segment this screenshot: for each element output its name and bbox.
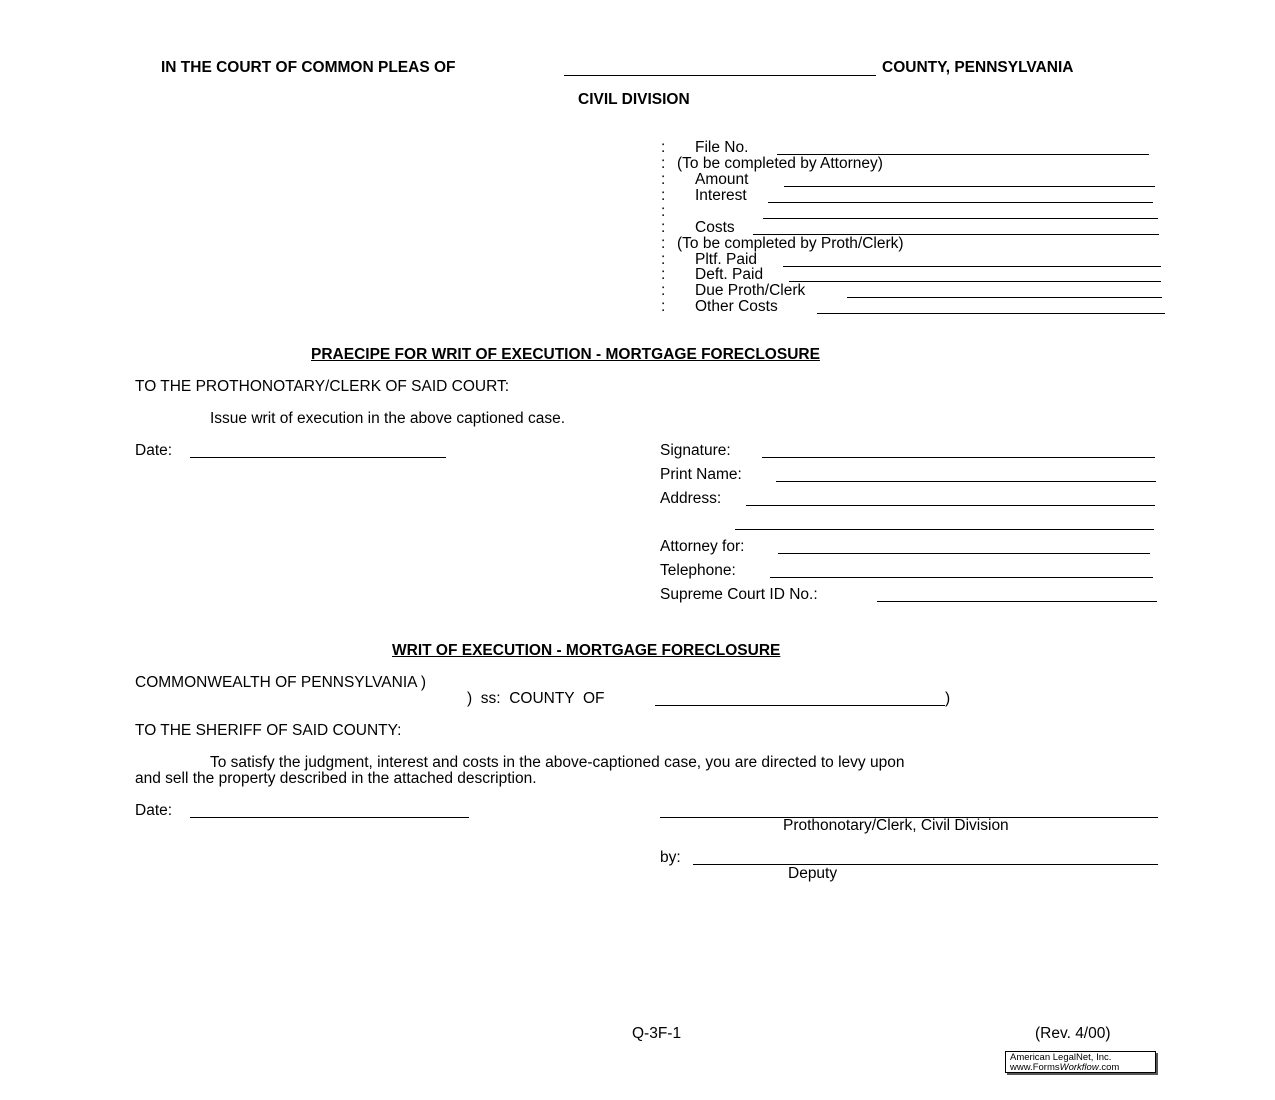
prothonotary-signature-field[interactable] [660, 802, 1158, 818]
due-proth-label: Due Proth/Clerk [695, 282, 806, 299]
writ-body-line2: and sell the property described in the attached description. [135, 770, 537, 787]
costs-field[interactable] [753, 219, 1159, 235]
other-costs-field[interactable] [817, 298, 1165, 314]
publisher-name: American LegalNet, Inc. [1010, 1052, 1112, 1063]
prothonotary-label: Prothonotary/Clerk, Civil Division [783, 817, 1009, 834]
address-field[interactable] [746, 490, 1155, 506]
praecipe-title: PRAECIPE FOR WRIT OF EXECUTION - MORTGAGE FORECLOSURE [311, 346, 820, 363]
court-heading-suffix: COUNTY, PENNSYLVANIA [882, 59, 1074, 76]
print-name-field[interactable] [776, 466, 1156, 482]
attorney-for-label: Attorney for: [660, 538, 745, 555]
caption-colon: : [661, 251, 666, 268]
amount-field[interactable] [784, 171, 1155, 187]
caption-colon: : [661, 235, 666, 252]
by-label: by: [660, 849, 681, 866]
to-sheriff-line: TO THE SHERIFF OF SAID COUNTY: [135, 722, 402, 739]
close-paren: ) [945, 690, 951, 707]
caption-colon: : [661, 266, 666, 283]
deputy-signature-field[interactable] [693, 849, 1158, 865]
ss-county-label: ) ss: COUNTY OF [467, 690, 605, 707]
division-heading: CIVIL DIVISION [578, 91, 690, 108]
caption-colon: : [661, 203, 666, 220]
caption-colon: : [661, 298, 666, 315]
writ-body-line1: To satisfy the judgment, interest and costs in the above-captioned case, you are directed to levy upon [210, 754, 905, 771]
signature-label: Signature: [660, 442, 731, 459]
website-part-a: www.Forms [1010, 1062, 1060, 1073]
deputy-label: Deputy [788, 865, 838, 882]
interest-field-continued[interactable] [763, 203, 1158, 219]
website-part-c: .com [1098, 1062, 1120, 1073]
deft-paid-label: Deft. Paid [695, 266, 764, 283]
attorney-for-field[interactable] [778, 538, 1150, 554]
amount-label: Amount [695, 171, 749, 188]
file-no-field[interactable] [777, 139, 1149, 155]
county-blank[interactable] [564, 60, 876, 76]
praecipe-date-label: Date: [135, 442, 173, 459]
interest-field[interactable] [768, 187, 1153, 203]
costs-label: Costs [695, 219, 735, 236]
supreme-court-id-label: Supreme Court ID No.: [660, 586, 818, 603]
interest-label: Interest [695, 187, 747, 204]
praecipe-to-line: TO THE PROTHONOTARY/CLERK OF SAID COURT: [135, 378, 510, 395]
praecipe-body: Issue writ of execution in the above captioned case. [210, 410, 565, 427]
website-part-b: Workflow [1059, 1062, 1099, 1073]
pltf-paid-label: Pltf. Paid [695, 251, 758, 268]
writ-date-field[interactable] [190, 802, 469, 818]
attorney-note: (To be completed by Attorney) [677, 155, 883, 172]
publisher-website [1010, 1063, 1155, 1073]
commonwealth-line: COMMONWEALTH OF PENNSYLVANIA ) [135, 674, 427, 691]
form-number: Q-3F-1 [632, 1025, 682, 1042]
telephone-label: Telephone: [660, 562, 736, 579]
caption-colon: : [661, 139, 666, 156]
signature-field[interactable] [762, 442, 1155, 458]
pltf-paid-field[interactable] [783, 251, 1161, 267]
caption-colon: : [661, 155, 666, 172]
address-field-line2[interactable] [735, 514, 1154, 530]
deft-paid-field[interactable] [789, 266, 1161, 282]
revision-label: (Rev. 4/00) [1035, 1025, 1111, 1042]
supreme-court-id-field[interactable] [877, 586, 1157, 602]
caption-colon: : [661, 282, 666, 299]
caption-colon: : [661, 171, 666, 188]
court-heading-prefix: IN THE COURT OF COMMON PLEAS OF [161, 59, 456, 76]
address-label: Address: [660, 490, 722, 507]
file-no-label: File No. [695, 139, 749, 156]
writ-date-label: Date: [135, 802, 173, 819]
publisher-badge [1005, 1051, 1156, 1073]
due-proth-field[interactable] [847, 282, 1162, 298]
caption-colon: : [661, 219, 666, 236]
writ-title: WRIT OF EXECUTION - MORTGAGE FORECLOSURE [392, 642, 781, 659]
praecipe-date-field[interactable] [190, 442, 446, 458]
other-costs-label: Other Costs [695, 298, 778, 315]
proth-note: (To be completed by Proth/Clerk) [677, 235, 904, 252]
print-name-label: Print Name: [660, 466, 742, 483]
caption-colon: : [661, 187, 666, 204]
telephone-field[interactable] [770, 562, 1153, 578]
writ-county-field[interactable] [655, 690, 945, 706]
